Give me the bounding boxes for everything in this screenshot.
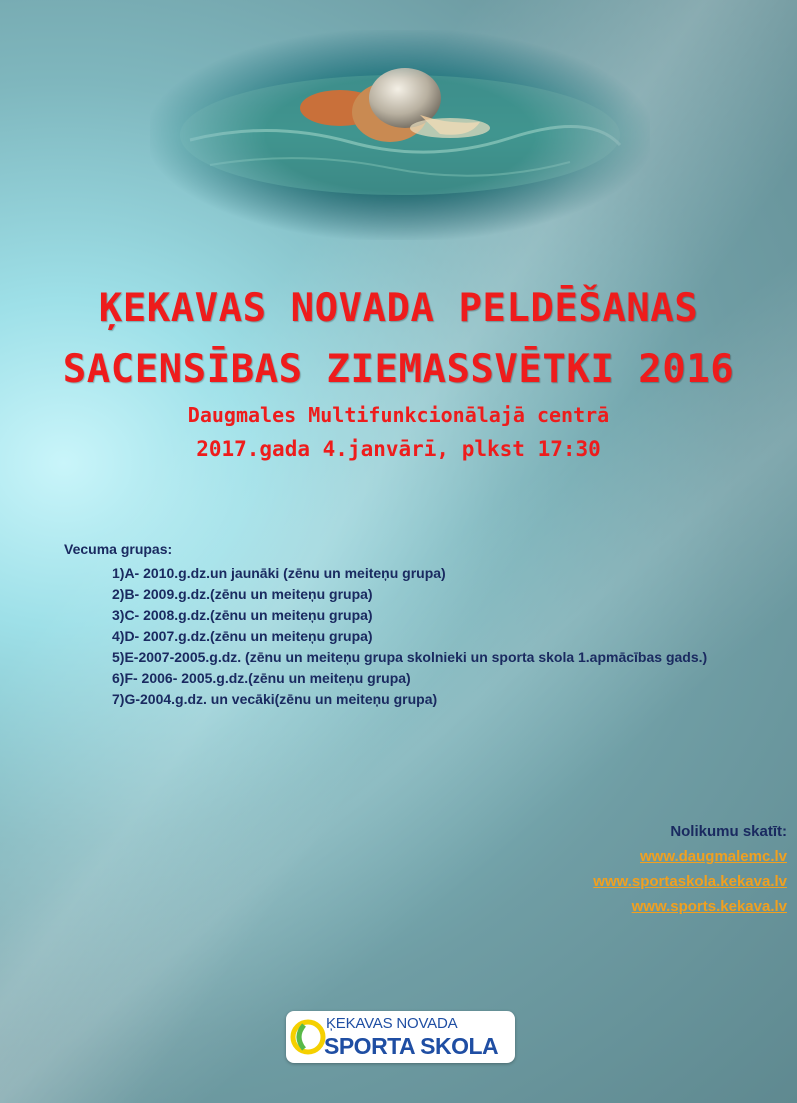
age-group-item: 4)D- 2007.g.dz.(zēnu un meiteņu grupa) xyxy=(112,628,373,644)
link-sportaskola[interactable]: www.sportaskola.kekava.lv xyxy=(593,873,787,890)
age-group-item: 6)F- 2006- 2005.g.dz.(zēnu un meiteņu grupa) xyxy=(112,670,411,686)
headline-line-2: SACENSĪBAS ZIEMASSVĒTKI 2016 xyxy=(62,347,735,392)
age-groups-list xyxy=(112,563,782,710)
link-sports-kekava[interactable]: www.sports.kekava.lv xyxy=(631,898,787,915)
rules-label: Nolikumu skatīt: xyxy=(670,823,787,840)
rules-block xyxy=(593,819,787,919)
swimmer-photo xyxy=(150,30,650,240)
headline-line-1: ĶEKAVAS NOVADA PELDĒŠANAS xyxy=(98,286,699,331)
venue-text: Daugmales Multifunkcionālajā centrā xyxy=(187,403,610,427)
age-group-item: 5)E-2007-2005.g.dz. (zēnu un meiteņu grupa skolnieki un sporta skola 1.apmācības gads.) xyxy=(112,649,708,665)
logo-mark-icon xyxy=(290,1017,326,1057)
age-group-item: 2)B- 2009.g.dz.(zēnu un meiteņu grupa) xyxy=(112,586,373,602)
age-groups-title: Vecuma grupas: xyxy=(64,541,173,557)
link-daugmalemc[interactable]: www.daugmalemc.lv xyxy=(640,848,787,865)
logo-bottom-text: SPORTA SKOLA xyxy=(324,1033,499,1059)
age-group-item: 1)A- 2010.g.dz.un jaunāki (zēnu un meiteņu grupa) xyxy=(112,565,446,581)
sports-school-logo xyxy=(286,1011,515,1063)
age-group-item: 7)G-2004.g.dz. un vecāki(zēnu un meiteņu grupa) xyxy=(112,691,438,707)
age-group-item: 3)C- 2008.g.dz.(zēnu un meiteņu grupa) xyxy=(112,607,373,623)
date-time-text: 2017.gada 4.janvārī, plkst 17:30 xyxy=(196,437,601,461)
logo-top-text: ĶEKAVAS NOVADA xyxy=(326,1015,458,1032)
